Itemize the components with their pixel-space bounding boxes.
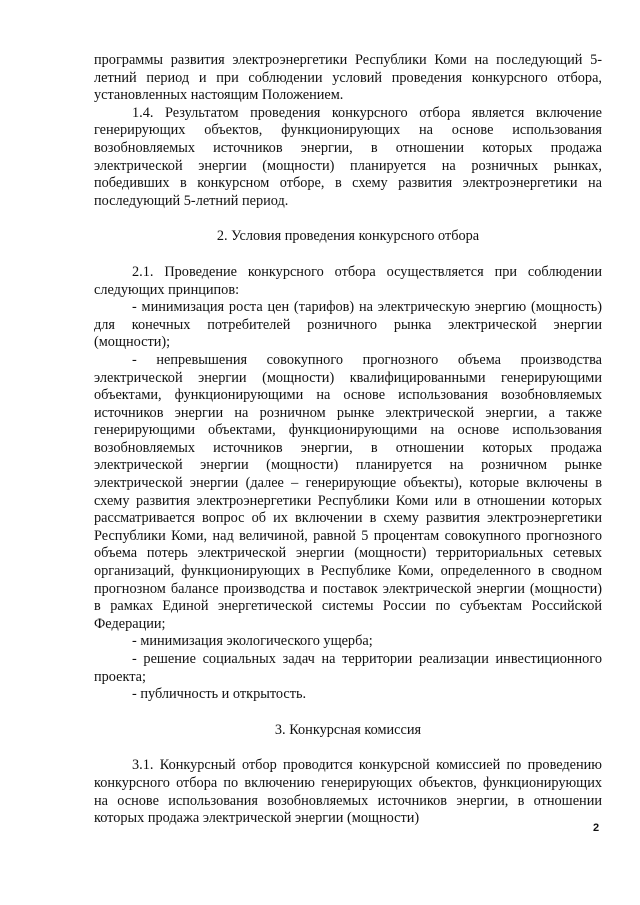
section-2-title: 2. Условия проведения конкурсного отбора bbox=[216, 228, 480, 245]
principle-item: - публичность и открытость. bbox=[132, 686, 307, 703]
spacer bbox=[94, 739, 602, 757]
section-3-title: 3. Конкурсная комиссия bbox=[274, 721, 422, 738]
principle-item: - минимизация экологического ущерба; bbox=[132, 633, 373, 650]
page-number: 2 bbox=[593, 822, 600, 834]
clause-1-4: 1.4. Результатом проведения конкурсного отбора является включение генерирующих объектов, функционирующих на основе использования возобновляемых источников энергии, в отношении которых продажа электрической энергии (мощности) планируется на розничных рынках, победивших в конкурсном отборе, в схему развития электроэнергетики на последующий 5-летний период. bbox=[94, 104, 602, 209]
clause-3-1: 3.1. Конкурсный отбор проводится конкурсной комиссией по проведению конкурсного отбора по включению генерирующих объектов, функционирующих на основе использования возобновляемых источников энергии, в отношении которых продажа электрической энергии (мощности) bbox=[94, 757, 602, 827]
spacer bbox=[94, 704, 602, 722]
principle-item: - минимизация роста цен (тарифов) на электрическую энергию (мощность) для конечных потребителей розничного рынка электрической энергии (мощности); bbox=[94, 299, 602, 351]
continuation-paragraph: программы развития электроэнергетики Республики Коми на последующий 5-летний период и при соблюдении условий проведения конкурсного отбора, установленных настоящим Положением. bbox=[94, 52, 602, 104]
spacer bbox=[94, 210, 602, 228]
principle-item: - решение социальных задач на территории реализации инвестиционного проекта; bbox=[94, 651, 602, 685]
spacer bbox=[94, 246, 602, 264]
clause-2-1: 2.1. Проведение конкурсного отбора осуществляется при соблюдении следующих принципов: bbox=[94, 263, 602, 298]
principle-item: - непревышения совокупного прогнозного объема производства электрической энергии (мощности) квалифицированными генерирующими объектами, функционирующими на основе использования возобновляемых источников энергии на розничном рынке электрической энергии, а также генерирующими объектами, функционирующими на основе использования возобновляемых источников энергии, в отношении которых продажа электрической энергии (мощности) планируется на розничном рынке электрической энергии (далее – генерирующие объекты), которые включены в схему развития электроэнергетики Республики Коми или в отношении которых рассматривается вопрос об их включении в схему развития электроэнергетики Республики Коми, над величиной, равной 5 процентам совокупного прогнозного объема потерь электрической энергии (мощности) территориальных сетевых организаций, функционирующих в Республике Коми, определенного в сводном прогнозном балансе производства и поставок электрической энергии (мощности) в рамках Единой энергетической системы России по субъектам Российской Федерации; bbox=[94, 351, 602, 632]
document-page bbox=[94, 52, 602, 828]
